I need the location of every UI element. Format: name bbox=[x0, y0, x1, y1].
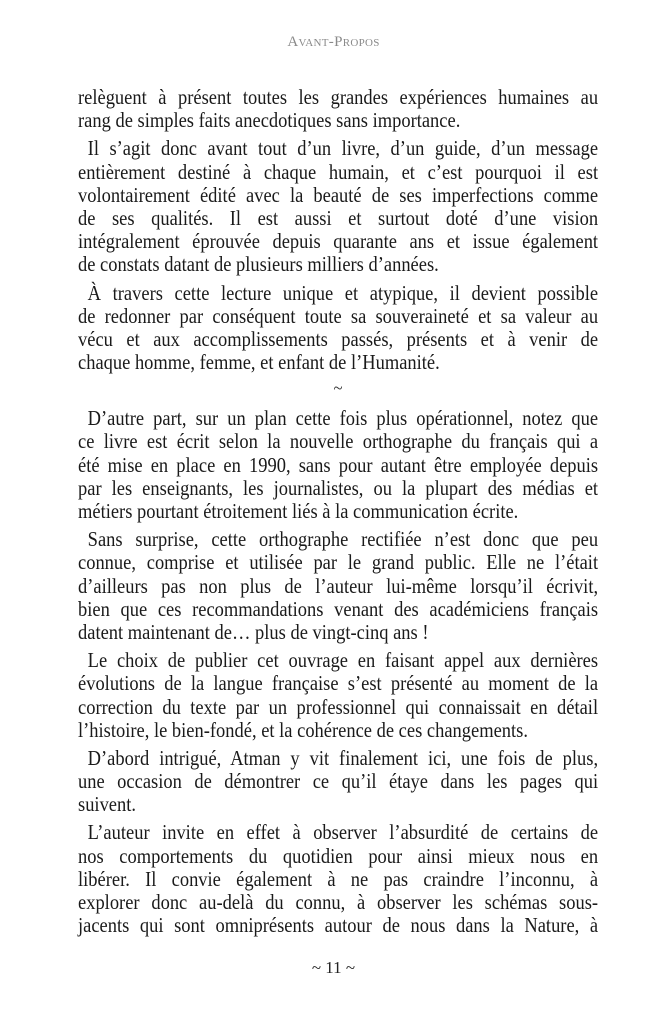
text-line: nos comportements du quotidien pour ainsi mieux nous en bbox=[78, 843, 599, 868]
text-line: chaque homme, femme, et enfant de l’Humanité. bbox=[78, 350, 440, 375]
text-line: de constats datant de plusieurs milliers d’années. bbox=[78, 252, 439, 277]
text-line: D’autre part, sur un plan cette fois plus opérationnel, notez que bbox=[87, 406, 599, 431]
running-head: Avant-Propos bbox=[287, 34, 380, 50]
text-line: suivent. bbox=[78, 792, 137, 817]
text-line: entièrement destiné à chaque humain, et c’est pourquoi il est bbox=[78, 159, 599, 184]
page-number: ~ 11 ~ bbox=[311, 958, 356, 977]
text-line: Le choix de publier cet ouvrage en faisant appel aux dernières bbox=[87, 648, 599, 673]
text-line: connue, comprise et utilisée par le grand public. Elle ne l’était bbox=[78, 550, 599, 575]
paragraph bbox=[78, 747, 598, 817]
section-separator: ~ bbox=[333, 378, 343, 400]
text-line: intégralement éprouvée depuis quarante ans et issue également bbox=[78, 229, 599, 254]
text-line: jacents qui sont omniprésents autour de nous dans la Nature, à bbox=[78, 913, 599, 938]
paragraph bbox=[78, 282, 598, 375]
paragraph bbox=[78, 86, 598, 132]
text-line: relèguent à présent toutes les grandes expériences humaines au bbox=[78, 85, 599, 109]
text-line: L’auteur invite en effet à observer l’absurdité de certains de bbox=[87, 820, 599, 845]
paragraph bbox=[78, 137, 598, 276]
text-line: été mise en place en 1990, sans pour autant être employée depuis bbox=[78, 452, 599, 477]
text-line: libérer. Il convie également à ne pas craindre l’inconnu, à bbox=[78, 866, 599, 891]
text-line: explorer donc au-delà du connu, à observer les schémas sous- bbox=[78, 890, 599, 914]
text-line: ce livre est écrit selon la nouvelle orthographe du français qui a bbox=[78, 429, 599, 454]
text-line: de redonner par conséquent toute sa souveraineté et sa valeur au bbox=[78, 303, 599, 328]
text-line: l’histoire, le bien-fondé, et la cohérence de ces changements. bbox=[78, 717, 528, 742]
paragraph bbox=[78, 821, 598, 937]
body-text bbox=[78, 86, 598, 937]
text-line: une occasion de démontrer ce qu’il étaye dans les pages qui bbox=[78, 769, 599, 794]
text-line: métiers pourtant étroitement liés à la communication écrite. bbox=[78, 499, 519, 523]
text-line: évolutions de la langue française s’est présenté au moment de la bbox=[78, 671, 599, 696]
text-line: vécu et aux accomplissements passés, présents et à venir de bbox=[78, 326, 599, 351]
text-line: Sans surprise, cette orthographe rectifiée n’est donc que peu bbox=[87, 527, 599, 552]
text-line: Il s’agit donc avant tout d’un livre, d’un guide, d’un message bbox=[87, 136, 599, 161]
text-line: volontairement édité avec la beauté de ses imperfections comme bbox=[78, 182, 599, 207]
text-line: datent maintenant de… plus de vingt-cinq ans ! bbox=[78, 619, 429, 644]
text-line: À travers cette lecture unique et atypique, il devient possible bbox=[87, 280, 599, 305]
paragraph bbox=[78, 528, 598, 644]
text-line: d’ailleurs pas non plus de l’auteur lui-même lorsqu’il écrivit, bbox=[78, 573, 599, 598]
text-line: bien que ces recommandations venant des académiciens français bbox=[78, 596, 599, 621]
paragraph bbox=[78, 649, 598, 742]
text-line: de ses qualités. Il est aussi et surtout doté d’une vision bbox=[78, 205, 599, 230]
text-line: rang de simples faits anecdotiques sans importance. bbox=[78, 108, 461, 133]
paragraph bbox=[78, 407, 598, 523]
text-line: par les enseignants, les journalistes, ou la plupart des médias et bbox=[78, 475, 599, 500]
text-line: correction du texte par un professionnel qui connaissait en détail bbox=[78, 694, 599, 719]
text-line: D’abord intrigué, Atman y vit finalement ici, une fois de plus, bbox=[87, 745, 599, 770]
